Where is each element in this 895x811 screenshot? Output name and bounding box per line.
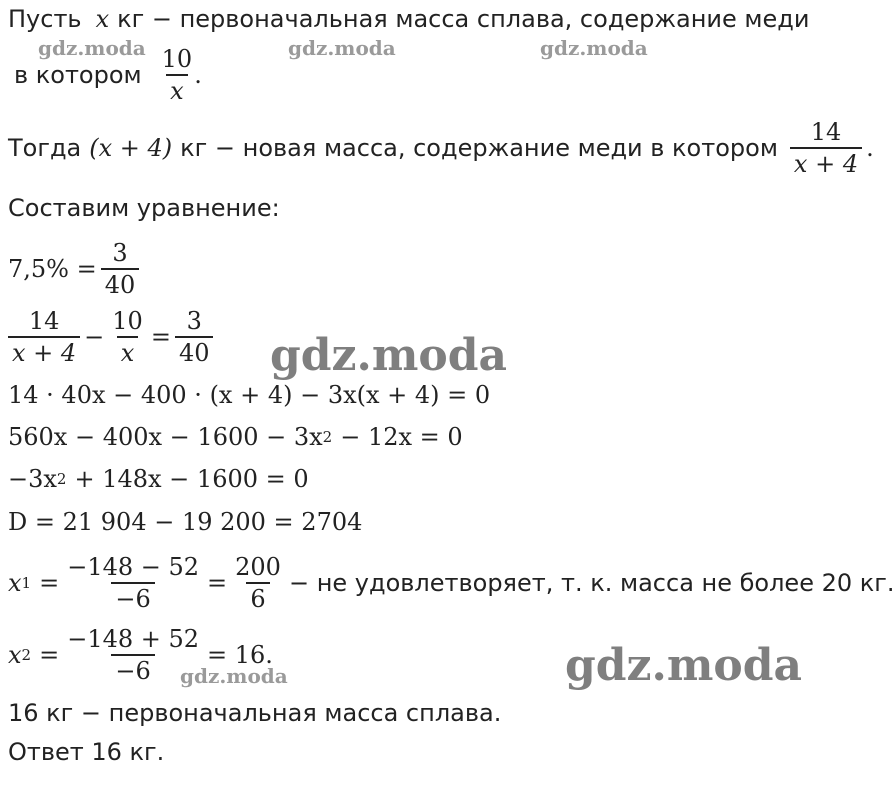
numerator: 14: [28, 307, 60, 335]
numerator: 14: [810, 118, 842, 146]
line-11: x 1 = $\frac{-148 - 52}{-6}$ = $\frac{200}{6}$ − не удовлетворяет, т. к. масса не более 20 кг.: [8, 553, 895, 613]
equation-step-3b: + 148x − 1600 = 0: [74, 465, 309, 493]
equals-sign: =: [39, 641, 60, 669]
watermark: gdz.moda: [565, 640, 803, 691]
line-13: [8, 698, 501, 728]
fraction-3-over-40: [101, 238, 140, 300]
fraction-10-over-x: [108, 306, 147, 368]
numerator: −148 + 52: [67, 625, 200, 653]
equals-sign: =: [39, 569, 60, 597]
line-4: [8, 193, 280, 223]
line-1: [8, 4, 809, 34]
line-12: x 2 = $\frac{-148 + 52}{-6}$ = 16.: [8, 625, 273, 685]
denominator: −6: [111, 654, 154, 686]
expr-x-plus-4: (x + 4): [89, 134, 173, 162]
numerator: −148 − 52: [67, 553, 200, 581]
fraction-14-over-x-plus-4: [8, 306, 80, 368]
line-10: [8, 507, 362, 537]
var-x2: x: [8, 641, 22, 669]
percent-expression: 7,5% =: [8, 255, 97, 283]
then-word: Тогда: [8, 134, 82, 162]
line-8: 560x − 400x − 1600 − 3x 2 − 12x = 0: [8, 423, 463, 451]
period: .: [866, 134, 874, 162]
watermark: gdz.moda: [270, 330, 508, 381]
discriminant: D = 21 904 − 19 200 = 2704: [8, 508, 363, 536]
line-7: [8, 380, 490, 410]
fraction-root-1: [63, 552, 203, 614]
denominator: x: [117, 336, 139, 368]
watermark: gdz.moda: [288, 36, 396, 60]
equals-sign: =: [207, 569, 228, 597]
denominator: 40: [175, 336, 214, 368]
period: .: [194, 61, 202, 89]
root-2-value: = 16.: [207, 641, 273, 669]
equation-step-1: 14 · 40x − 400 · (x + 4) − 3x(x + 4) = 0: [8, 381, 491, 409]
line-5: [8, 238, 143, 300]
equals-sign: =: [150, 323, 171, 351]
fraction-14-over-x-plus-4: [790, 117, 862, 179]
denominator: 6: [246, 582, 269, 614]
denominator: x + 4: [8, 336, 80, 368]
line-9: −3x 2 + 148x − 1600 = 0: [8, 465, 309, 493]
line-2: [14, 44, 202, 106]
fraction-200-over-6: [231, 552, 285, 614]
watermark: gdz.moda: [38, 36, 146, 60]
answer: Ответ 16 кг.: [8, 738, 165, 766]
denominator: 40: [101, 268, 140, 300]
line-14: [8, 737, 164, 767]
fraction-10-over-x: [158, 44, 197, 106]
numerator: 3: [186, 307, 202, 335]
var-x1: x: [8, 569, 22, 597]
root-1-comment: − не удовлетворяет, т. к. масса не более 20 кг.: [288, 569, 895, 597]
line-2-text: в котором: [14, 61, 142, 89]
denominator: −6: [111, 582, 154, 614]
let-word: Пусть: [8, 5, 82, 33]
numerator: 10: [161, 45, 193, 73]
compose-equation-text: Составим уравнение:: [8, 194, 280, 222]
numerator: 3: [112, 239, 128, 267]
watermark: gdz.moda: [540, 36, 648, 60]
equation-step-2b: − 12x = 0: [340, 423, 463, 451]
equation-step-3a: −3x: [8, 465, 57, 493]
denominator: x + 4: [790, 147, 862, 179]
equation-step-2a: 560x − 400x − 1600 − 3x: [8, 423, 323, 451]
numerator: 10: [112, 307, 143, 335]
var-x: x: [95, 5, 110, 33]
minus-sign: −: [84, 323, 105, 351]
fraction-3-over-40: [175, 306, 214, 368]
line-3: [8, 117, 874, 179]
numerator: 200: [235, 553, 281, 581]
line-1-text: кг − первоначальная масса сплава, содержание меди: [117, 5, 810, 33]
line-6: [8, 306, 217, 368]
initial-mass-conclusion: 16 кг − первоначальная масса сплава.: [8, 699, 502, 727]
watermark: gdz.moda: [180, 664, 288, 688]
line-3-text: кг − новая масса, содержание меди в котором: [180, 134, 778, 162]
denominator: x: [166, 74, 188, 106]
